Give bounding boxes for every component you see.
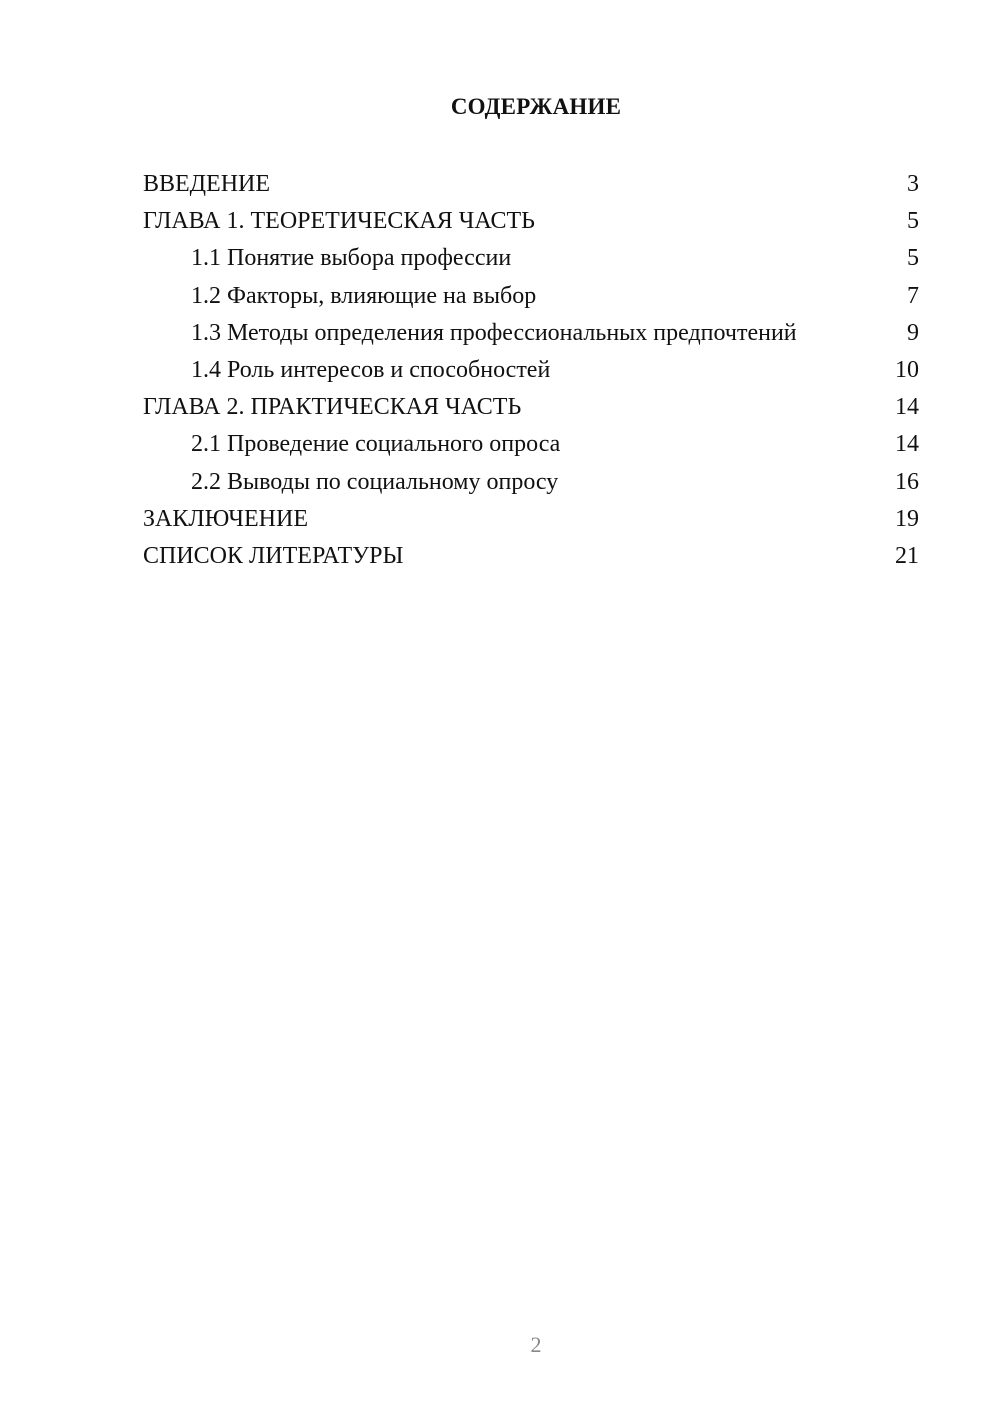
toc-entry-section-1-2[interactable] xyxy=(143,278,919,315)
toc-entry-label: 2.1 Проведение социального опроса xyxy=(191,431,561,458)
toc-entry-conclusion[interactable] xyxy=(143,501,919,538)
toc-entry-page: 9 xyxy=(907,319,919,346)
toc-entry-page: 5 xyxy=(907,208,919,235)
toc-entry-references[interactable] xyxy=(143,538,919,575)
toc-entry-label: 1.4 Роль интересов и способностей xyxy=(191,356,551,383)
toc-entry-label: ГЛАВА 1. ТЕОРЕТИЧЕСКАЯ ЧАСТЬ xyxy=(143,208,535,235)
toc-entry-label: ГЛАВА 2. ПРАКТИЧЕСКАЯ ЧАСТЬ xyxy=(143,394,522,421)
toc-entry-chapter-2[interactable] xyxy=(143,389,919,426)
toc-entry-chapter-1[interactable] xyxy=(143,203,919,240)
toc-entry-section-2-1[interactable] xyxy=(143,426,919,463)
toc-entry-label: 2.2 Выводы по социальному опросу xyxy=(191,468,559,495)
page-number: 2 xyxy=(530,1332,542,1357)
toc-entry-label: 1.3 Методы определения профессиональных предпочтений xyxy=(191,319,797,346)
toc-entry-page: 10 xyxy=(895,356,919,383)
toc-entry-label: ВВЕДЕНИЕ xyxy=(143,171,271,197)
toc-entry-page: 14 xyxy=(895,431,919,458)
toc-title: СОДЕРЖАНИЕ xyxy=(450,94,622,119)
toc-entry-section-2-2[interactable] xyxy=(143,464,919,501)
toc-entry-section-1-1[interactable] xyxy=(143,240,919,277)
toc-entry-section-1-3[interactable] xyxy=(143,315,919,352)
toc-entry-page: 16 xyxy=(895,468,919,495)
toc-entry-page: 5 xyxy=(907,245,919,272)
toc-entry-label: ЗАКЛЮЧЕНИЕ xyxy=(143,505,308,532)
toc-entry-label: 1.1 Понятие выбора профессии xyxy=(191,245,512,272)
toc-entry-page: 3 xyxy=(907,171,919,197)
toc-entry-page: 7 xyxy=(907,282,919,309)
toc-entry-page: 19 xyxy=(895,505,919,532)
toc-entry-page: 21 xyxy=(895,542,919,569)
table-of-contents xyxy=(143,166,919,575)
toc-entry-introduction[interactable] xyxy=(143,166,919,203)
toc-entry-section-1-4[interactable] xyxy=(143,352,919,389)
toc-entry-label: СПИСОК ЛИТЕРАТУРЫ xyxy=(143,542,404,569)
toc-entry-label: 1.2 Факторы, влияющие на выбор xyxy=(191,282,537,309)
toc-entry-page: 14 xyxy=(895,394,919,421)
